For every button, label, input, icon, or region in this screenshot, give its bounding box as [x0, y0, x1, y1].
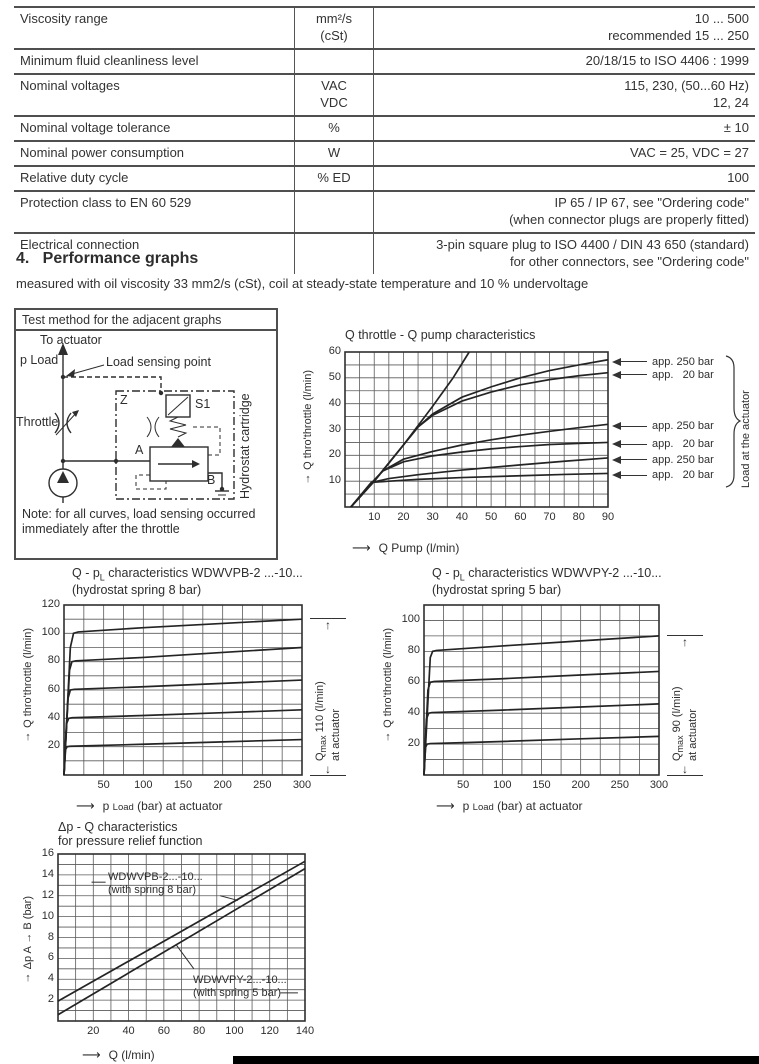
y-tick-label: 40	[328, 396, 341, 409]
cell-line: mm²/s	[315, 11, 353, 26]
cell-line: % ED	[317, 170, 351, 185]
chart-wdwvpy	[382, 566, 737, 816]
cell-line: (cSt)	[320, 28, 348, 43]
x-axis-label-text: p Load (bar) at actuator	[462, 799, 583, 813]
cell-line: W	[327, 145, 341, 160]
pressure-label-text: app. 250 bar	[652, 453, 714, 466]
table-row	[14, 142, 755, 167]
x-axis-label	[82, 1047, 155, 1063]
curve-pressure-label	[612, 356, 714, 368]
x-tick-label: 120	[260, 1025, 279, 1037]
port-b-label: B	[207, 473, 216, 487]
y-tick-label: 40	[407, 705, 420, 718]
x-tick-label: 100	[225, 1025, 244, 1037]
unit-cell	[294, 192, 374, 232]
load-sensing-label: Load sensing point	[106, 355, 211, 369]
solenoid-s1-label: S1	[195, 397, 211, 411]
curve-labels-column	[612, 354, 732, 514]
unit-cell	[294, 50, 374, 73]
cell-line: 3-pin square plug to ISO 4400 / DIN 43 650 (standard)	[436, 237, 749, 252]
y-axis-label-text: Q thro'throttle (l/min)	[382, 628, 394, 728]
right-arrow-icon: ⟶	[436, 798, 455, 813]
note-line: Note: for all curves, load sensing occurred	[22, 507, 256, 521]
qmax-at-actuator-label: at actuator	[687, 709, 700, 761]
x-tick-label: 250	[253, 778, 272, 791]
chart-wdwvpb	[22, 566, 377, 816]
right-arrow-icon: ⟶	[352, 540, 371, 555]
value-cell	[374, 75, 755, 115]
chart-svg	[424, 605, 659, 775]
x-axis-label	[352, 540, 459, 556]
title-text: characteristics WDWVPY-2 ...-10...	[464, 566, 662, 580]
pressure-label-text: app. 20 bar	[652, 368, 714, 381]
curve-top-250bar	[351, 360, 608, 507]
plot-area	[328, 345, 615, 523]
wdwvpb-curve-label	[108, 871, 203, 897]
qmax-text	[314, 633, 342, 761]
curve-top-20bar	[351, 373, 608, 507]
x-axis-label	[76, 798, 223, 814]
chart-title	[72, 566, 377, 583]
y-tick-label: 12	[41, 888, 54, 901]
y-tick-label: 8	[47, 930, 54, 943]
to-actuator-label: To actuator	[40, 333, 102, 347]
y-tick-label: 100	[41, 625, 60, 638]
right-arrow-icon: ⟶	[82, 1047, 101, 1062]
y-tick-label: 50	[328, 370, 341, 383]
y-tick-label: 10	[328, 474, 341, 487]
up-arrow-icon: ↑	[25, 730, 31, 743]
up-arrow-icon: ↑	[25, 972, 31, 985]
x-tick-label: 200	[213, 778, 232, 791]
left-arrowhead-icon	[612, 358, 621, 366]
x-axis-label	[436, 798, 583, 814]
leader-line	[621, 444, 647, 445]
down-arrow-icon: ↓	[325, 762, 331, 776]
plot-area	[41, 847, 315, 1037]
unit-cell	[294, 8, 374, 48]
x-tick-label: 30	[426, 511, 439, 523]
test-box-title: Test method for the adjacent graphs	[16, 310, 276, 331]
x-tick-label: 70	[543, 511, 556, 523]
cell-line: VAC	[321, 78, 347, 93]
left-arrowhead-icon	[612, 422, 621, 430]
qmax-annotation	[667, 635, 703, 776]
unit-cell	[294, 167, 374, 190]
value-cell	[374, 167, 755, 190]
x-tick-label: 50	[484, 511, 498, 523]
param-cell: Nominal power consumption	[20, 145, 185, 160]
left-arrowhead-icon	[612, 371, 621, 379]
up-arrow-icon: ↑	[305, 472, 311, 485]
curve-low-250bar	[351, 458, 608, 507]
x-tick-label: 80	[193, 1025, 206, 1037]
cell-line: 100	[727, 170, 749, 185]
chart-svg	[345, 352, 608, 507]
down-arrow-icon: ↓	[682, 762, 688, 776]
pressure-label-text: app. 20 bar	[652, 438, 714, 451]
p-load-label: p Load	[20, 353, 59, 367]
curve-pressure-label	[612, 369, 714, 381]
hydraulic-circuit-diagram	[16, 331, 276, 503]
chart-q-throttle-q-pump	[300, 328, 759, 558]
y-tick-label: 6	[47, 951, 54, 964]
x-tick-label: 10	[368, 511, 381, 523]
y-axis-label-text: Q thro'throttle (l/min)	[22, 628, 34, 728]
x-tick-label: 150	[532, 778, 551, 791]
y-tick-label: 80	[47, 654, 60, 667]
curve-pressure-label	[612, 420, 714, 432]
qmax-value-label: $Q_{max}$ 110 (l/min)	[313, 681, 329, 761]
wdwvpy-curve-label	[193, 974, 287, 1000]
y-tick-label: 20	[407, 736, 420, 749]
pressure-label-text: app. 20 bar	[652, 469, 714, 482]
title-text: characteristics WDWVPB-2 ...-10...	[104, 566, 303, 580]
page-edge-artifact	[233, 1056, 759, 1064]
plot-area	[41, 597, 312, 791]
x-tick-label: 300	[649, 778, 669, 791]
cell-line: 10 ... 500	[694, 11, 749, 26]
qmax-value-label: $Q_{max}$ 90 (l/min)	[670, 686, 686, 761]
y-tick-label: 100	[401, 612, 420, 625]
param-cell: Relative duty cycle	[20, 170, 129, 185]
curve-label-line: WDWVPB-2...-10...	[108, 871, 203, 883]
port-z-label: Z	[120, 393, 128, 407]
cell-line: (when connector plugs are properly fitted)	[509, 212, 749, 227]
note-line: immediately after the throttle	[22, 522, 180, 536]
x-axis-label-text: p Load (bar) at actuator	[102, 799, 223, 813]
x-tick-label: 100	[134, 778, 153, 791]
pressure-label-text: app. 250 bar	[652, 420, 714, 433]
section-subtitle: measured with oil viscosity 33 mm2/s (cSt), coil at steady-state temperature and 10 % undervoltage	[16, 276, 589, 291]
cell-line: VAC = 25, VDC = 27	[630, 145, 749, 160]
x-tick-label: 90	[601, 511, 615, 523]
curve-label-line: WDWVPY-2...-10...	[193, 974, 287, 986]
cell-line: %	[328, 120, 340, 135]
x-tick-label: 300	[292, 778, 312, 791]
left-arrowhead-icon	[612, 440, 621, 448]
y-tick-label: 60	[47, 682, 60, 695]
chart-subtitle: for pressure relief function	[58, 834, 203, 848]
port-a-label: A	[135, 443, 144, 457]
x-tick-label: 80	[572, 511, 585, 523]
table-row	[14, 50, 755, 75]
unit-cell	[294, 142, 374, 165]
x-tick-label: 250	[610, 778, 629, 791]
leader-line	[621, 475, 647, 476]
cell-line: 115, 230, (50...60 Hz)	[624, 78, 749, 93]
cell-line: VDC	[320, 95, 348, 110]
leader-line	[621, 426, 647, 427]
y-tick-label: 14	[41, 867, 54, 880]
up-arrow-icon: ↑	[385, 730, 391, 743]
right-arrow-icon: ⟶	[76, 798, 95, 813]
x-tick-label: 50	[97, 778, 110, 791]
y-tick-label: 40	[47, 710, 60, 723]
section-heading: 4. Performance graphs	[16, 250, 199, 267]
table-row	[14, 75, 755, 117]
value-cell	[374, 142, 755, 165]
curve-pressure-label	[612, 454, 714, 466]
curve-pressure-label	[612, 469, 714, 481]
x-axis-label-text: Q (l/min)	[108, 1048, 155, 1062]
cell-line: for other connectors, see "Ordering code"	[509, 254, 749, 269]
curve-label-line: (with spring 5 bar)	[193, 987, 282, 999]
left-arrowhead-icon	[612, 471, 621, 479]
left-arrowhead-icon	[612, 456, 621, 464]
y-axis-label-text: Δp A → B (bar)	[22, 896, 34, 970]
value-cell	[374, 192, 755, 232]
unit-cell	[294, 75, 374, 115]
qmax-bottom-dash	[310, 775, 346, 776]
table-row	[14, 167, 755, 192]
y-tick-label: 60	[407, 674, 420, 687]
param-cell: Protection class to EN 60 529	[20, 195, 192, 210]
qmax-text	[671, 650, 699, 761]
table-row	[14, 117, 755, 142]
x-tick-label: 40	[122, 1025, 135, 1037]
param-cell: Electrical connection	[20, 237, 140, 252]
cell-line: ± 10	[723, 120, 749, 135]
unit-cell	[294, 234, 374, 274]
curve-pressure-label	[612, 438, 714, 450]
x-tick-label: 150	[173, 778, 193, 791]
y-tick-label: 20	[328, 448, 341, 461]
spec-table	[14, 6, 755, 274]
hydrostat-cartridge-label: Hydrostat cartridge	[238, 393, 252, 499]
test-box-note	[16, 503, 276, 537]
curve-mid-250bar	[351, 424, 608, 507]
y-tick-label: 2	[47, 993, 54, 1006]
x-tick-label: 60	[514, 511, 527, 523]
cell-line: 20/18/15 to ISO 4406 : 1999	[585, 53, 749, 68]
param-cell: Nominal voltages	[20, 78, 120, 93]
param-cell: Viscosity range	[20, 11, 108, 26]
up-arrow-icon: ↑	[682, 635, 688, 649]
y-tick-label: 60	[328, 345, 341, 357]
cell-line: IP 65 / IP 67, see "Ordering code"	[554, 195, 749, 210]
chart-title: Q throttle - Q pump characteristics	[345, 328, 536, 342]
title-text: Q - p	[432, 566, 460, 580]
qmax-bottom-dash	[667, 775, 703, 776]
x-tick-label: 60	[157, 1025, 170, 1037]
title-subscript: L	[459, 572, 465, 583]
y-tick-label: 80	[407, 643, 420, 656]
param-cell: Minimum fluid cleanliness level	[20, 53, 199, 68]
pressure-label-text: app. 250 bar	[652, 355, 714, 368]
value-cell	[374, 117, 755, 140]
y-axis-label-text: Q thro'throttle (l/min)	[302, 370, 314, 470]
x-tick-label: 50	[457, 778, 470, 791]
cell-line: 12, 24	[712, 95, 749, 110]
chart-dp-q	[22, 820, 382, 1060]
y-tick-label: 10	[41, 909, 54, 922]
x-axis-label-text: Q Pump (l/min)	[378, 541, 460, 555]
title-subscript: L	[99, 572, 105, 583]
chart-subtitle: (hydrostat spring 8 bar)	[72, 582, 202, 597]
qmax-at-actuator-label: at actuator	[330, 709, 343, 761]
leader-line	[621, 361, 647, 362]
x-tick-label: 200	[571, 778, 590, 791]
x-tick-label: 20	[87, 1025, 100, 1037]
x-tick-label: 140	[295, 1025, 315, 1037]
throttle-label: Throttle	[16, 415, 59, 429]
up-arrow-icon: ↑	[325, 618, 331, 632]
leader-line	[621, 459, 647, 460]
y-tick-label: 16	[41, 847, 54, 859]
chart-title: Δp - Q characteristics	[58, 820, 178, 834]
table-row	[14, 8, 755, 50]
value-cell	[374, 234, 755, 274]
plot-area	[401, 605, 669, 791]
param-cell: Nominal voltage tolerance	[20, 120, 171, 135]
load-at-actuator-label: Load at the actuator	[740, 390, 752, 488]
x-tick-label: 40	[455, 511, 468, 523]
test-method-box	[14, 308, 278, 560]
value-cell	[374, 8, 755, 48]
value-cell	[374, 50, 755, 73]
curve-label-line: (with spring 8 bar)	[108, 884, 197, 896]
qmax-annotation	[310, 618, 346, 776]
title-text: Q - p	[72, 566, 100, 580]
y-tick-label: 120	[41, 597, 60, 610]
leader-line	[621, 374, 647, 375]
cell-line: recommended 15 ... 250	[608, 28, 749, 43]
chart-svg	[64, 605, 302, 775]
y-tick-label: 4	[47, 972, 54, 985]
unit-cell	[294, 117, 374, 140]
chart-title	[432, 566, 737, 583]
x-tick-label: 100	[493, 778, 512, 791]
y-tick-label: 20	[47, 739, 60, 752]
x-tick-label: 20	[397, 511, 410, 523]
y-tick-label: 30	[328, 422, 341, 435]
chart-subtitle: (hydrostat spring 5 bar)	[432, 582, 562, 597]
table-row	[14, 192, 755, 234]
